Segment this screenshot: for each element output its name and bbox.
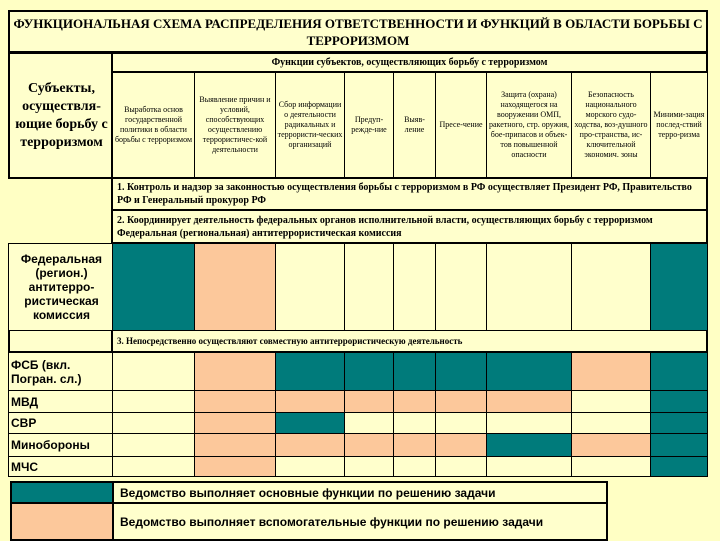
grid-cell	[486, 433, 572, 457]
grid-cell	[112, 456, 195, 477]
section-3-text: 3. Непосредственно осуществляют совместную антитеррористическую деятельность	[111, 329, 708, 353]
grid-cell	[571, 390, 651, 413]
section-1-text: 1. Контроль и надзор за законностью осуществления борьбы с терроризмом в РФ осуществляет Президент РФ, Правительство РФ и Генеральный прокурор РФ	[111, 177, 708, 211]
grid-cell	[393, 352, 436, 391]
grid-cell	[486, 456, 572, 477]
column-header: Защита (охрана) находящегося на вооружении ОМП, ракетного, стр. оружия, бое-припасов и объек-тов повышенной опасности	[486, 72, 572, 178]
grid-cell	[112, 390, 195, 413]
functions-header: Функции субъектов, осуществляющих борьбу с терроризмом	[111, 52, 708, 73]
grid-cell	[435, 390, 487, 413]
legend-swatch-teal	[10, 481, 114, 504]
grid-cell	[194, 243, 276, 331]
grid-cell	[393, 412, 436, 434]
grid-cell	[571, 456, 651, 477]
grid-cell	[571, 412, 651, 434]
grid-cell	[112, 412, 195, 434]
grid-cell	[393, 390, 436, 413]
grid-cell	[650, 352, 708, 391]
grid-cell	[344, 352, 394, 391]
section-2-text: 2. Координирует деятельность федеральных органов исполнительной власти, осуществляющих борьбу с терроризмом Федеральная (региональная) антитеррористическая комиссия	[111, 209, 708, 244]
grid-cell	[344, 390, 394, 413]
grid-cell	[344, 412, 394, 434]
grid-cell	[486, 243, 572, 331]
column-header: Выявление причин и условий, способствующих осуществлению террористичес-кой деятельности	[194, 72, 276, 178]
grid-cell	[486, 412, 572, 434]
row-label: МВД	[8, 390, 113, 413]
subjects-header: Субъекты, осуществля-ющие борьбу с терроризмом	[8, 52, 113, 179]
section-3-label-spacer	[8, 329, 113, 353]
grid-cell	[393, 433, 436, 457]
grid-cell	[194, 456, 276, 477]
legend-swatch-peach	[10, 502, 114, 541]
grid-cell	[435, 352, 487, 391]
row-label: МЧС	[8, 456, 113, 477]
column-header: Выработка основ государственной политики в области борьбы с терроризмом	[112, 72, 195, 178]
grid-cell	[344, 243, 394, 331]
grid-cell	[194, 352, 276, 391]
row-label: Федеральная (регион.) антитерро-ристическая комиссия	[8, 243, 113, 331]
grid-cell	[435, 412, 487, 434]
grid-cell	[194, 390, 276, 413]
column-header: Миними-зация послед-ствий терро-ризма	[650, 72, 708, 178]
grid-cell	[650, 433, 708, 457]
grid-cell	[275, 456, 345, 477]
grid-cell	[486, 352, 572, 391]
column-header: Предуп-режде-ние	[344, 72, 394, 178]
grid-cell	[112, 243, 195, 331]
grid-cell	[275, 390, 345, 413]
grid-cell	[275, 243, 345, 331]
grid-cell	[650, 412, 708, 434]
grid-cell	[571, 433, 651, 457]
column-header: Пресе-чение	[435, 72, 487, 178]
grid-cell	[393, 456, 436, 477]
row-label: Минобороны	[8, 433, 113, 457]
grid-cell	[275, 433, 345, 457]
grid-cell	[486, 390, 572, 413]
legend-text: Ведомство выполняет вспомогательные функции по решению задачи	[112, 502, 608, 541]
grid-cell	[435, 243, 487, 331]
column-header: Сбор информации о деятельности радикальных и террористи-ческих организаций	[275, 72, 345, 178]
grid-cell	[650, 390, 708, 413]
row-label: ФСБ (вкл. Погран. сл.)	[8, 352, 113, 391]
grid-cell	[344, 456, 394, 477]
grid-cell	[112, 352, 195, 391]
row-label: СВР	[8, 412, 113, 434]
grid-cell	[435, 456, 487, 477]
grid-cell	[435, 433, 487, 457]
grid-cell	[275, 412, 345, 434]
column-header: Безопасность национального морского судо-ходства, воз-душного про-странства, ис-ключительной экономич. зоны	[571, 72, 651, 178]
column-header: Выяв-ление	[393, 72, 436, 178]
page-title: ФУНКЦИОНАЛЬНАЯ СХЕМА РАСПРЕДЕЛЕНИЯ ОТВЕТСТВЕННОСТИ И ФУНКЦИЙ В ОБЛАСТИ БОРЬБЫ С ТЕРРОРИЗМОМ	[8, 10, 708, 53]
grid-cell	[344, 433, 394, 457]
grid-cell	[275, 352, 345, 391]
grid-cell	[650, 456, 708, 477]
grid-cell	[571, 352, 651, 391]
grid-cell	[393, 243, 436, 331]
grid-cell	[571, 243, 651, 331]
grid-cell	[194, 433, 276, 457]
grid-cell	[194, 412, 276, 434]
legend-text: Ведомство выполняет основные функции по решению задачи	[112, 481, 608, 504]
grid-cell	[650, 243, 708, 331]
grid-cell	[112, 433, 195, 457]
